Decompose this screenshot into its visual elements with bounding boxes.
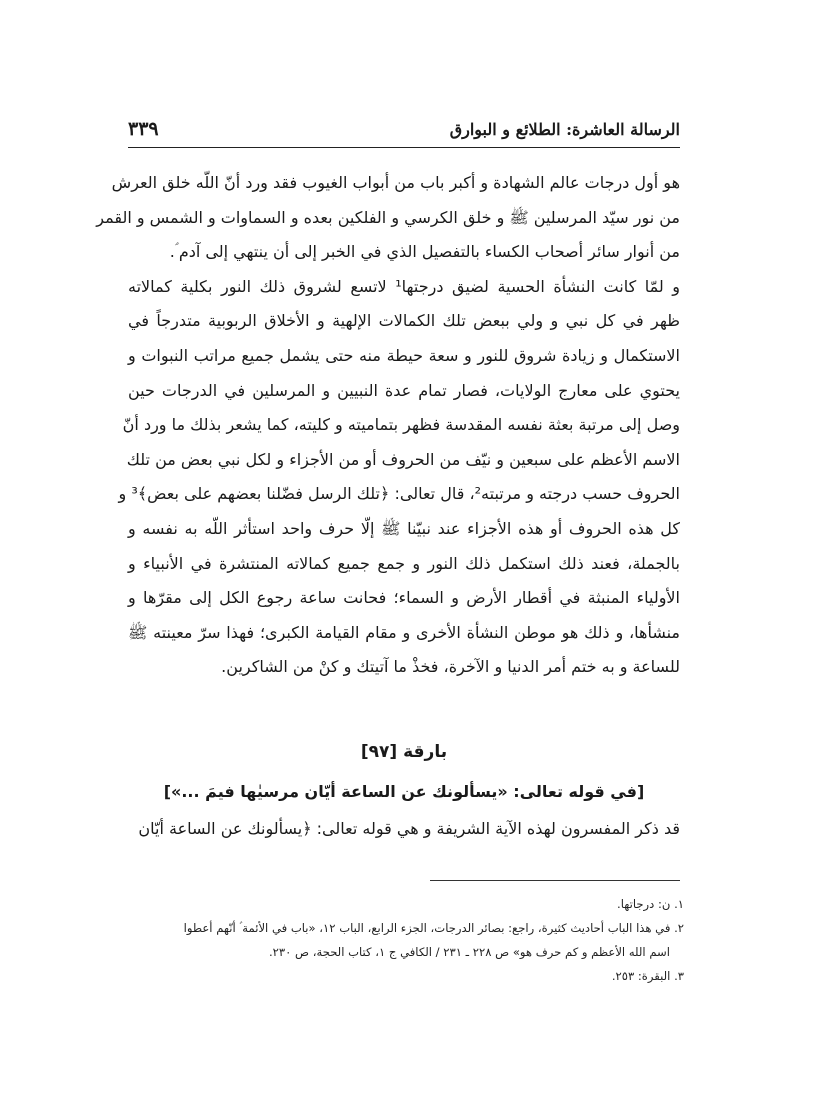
closing-line: قد ذكر المفسرون لهذه الآية الشريفة و هي قوله تعالى: ﴿يسألونك عن الساعة أيّان <box>138 819 680 838</box>
running-head: الرسالة العاشرة: الطلائع و البوارق <box>449 120 680 139</box>
section-subtitle: [في قوله تعالى: «يسألونك عن الساعة أيّان مرسيٰها فيمَ ...»] <box>163 782 645 801</box>
body-line: من أنوار سائر أصحاب الكساء بالتفصيل الذي في الخبر إلى أن ينتهي إلى آدم ؑ. <box>169 242 680 262</box>
body-line: يحتوي على معارج الولايات، فصار تمام عدة النبيين و المرسلين في الدرجات حين <box>128 380 680 400</box>
body-line: كل هذه الحروف أو هذه الأجزاء عند نبيّنا ﷺ إلّا حرف واحد استأثر اللّه به نفسه و <box>128 518 680 538</box>
footnote: ٢. في هذا الباب أحاديث كثيرة، راجع: بصائر الدرجات، الجزء الرابع، الباب ١٢، «باب في الأئمة ؑ أنّهم أعطوا <box>183 921 684 935</box>
page-header <box>128 118 680 146</box>
body-line: من نور سيّد المرسلين ﷺ و خلق الكرسي و الفلكين بعده و السماوات و الشمس و القمر <box>96 207 680 227</box>
footnote: ٣. البقرة: ٢٥٣. <box>611 969 684 983</box>
footnote: ١. ن: درجاتها. <box>617 897 684 911</box>
page-number: ٣٣٩ <box>128 118 159 140</box>
body-line: هو أول درجات عالم الشهادة و أكبر باب من أبواب الغيوب فقد ورد أنّ اللّه خلق العرش <box>111 173 680 192</box>
body-line: ظهر في كل نبي و ولي ببعض تلك الكمالات الإلهية و الأخلاق الربوبية متدرجاً في <box>128 311 680 331</box>
body-line: الاستكمال و زيادة شروق للنور و سعة حيطة منه حتى يشمل جميع مراتب النبوات و <box>128 345 680 365</box>
footnotes <box>128 892 684 988</box>
body-line: وصل إلى مرتبة بعثة نفسه المقدسة فظهر بتماميته و كليته، كما يشعر بذلك ما ورد أنّ <box>122 415 680 435</box>
body-line: للساعة و به ختم أمر الدنيا و الآخرة، فخذْ ما آتيتك و كنْ من الشاكرين. <box>221 657 680 677</box>
footnote-rule <box>430 880 680 881</box>
body-line: الأولياء المنبثة في أقطار الأرض و السماء؛ فحانت ساعة رجوع الكل إلى مقرّها و <box>128 588 680 608</box>
body-line: الحروف حسب درجته و مرتبته²، قال تعالى: ﴿تلك الرسل فضّلنا بعضهم على بعض﴾³ و <box>118 484 680 504</box>
body-line: بالجملة، فعند ذلك استكمل ذلك النور و جمع جميع كمالاته المنتشرة في الأنبياء و <box>128 553 680 573</box>
body-line: و لمّا كانت النشأة الحسية لضيق درجتها¹ لاتسع لشروق ذلك النور بكلية كمالاته <box>128 276 681 296</box>
body-line: منشأها، و ذلك هو موطن النشأة الأخرى و مقام القيامة الكبرى؛ فهذا سرّ معينته ﷺ <box>128 622 680 642</box>
header-rule <box>128 147 680 148</box>
body-line: الاسم الأعظم على سبعين و نيّف من الحروف أو من الأجزاء و لكل نبي بعض من تلك <box>126 449 680 469</box>
body-text <box>96 166 681 685</box>
section-title: بارقة [٩٧] <box>360 742 448 762</box>
footnote-continuation: اسم الله الأعظم و كم حرف هو» ص ٢٢٨ ـ ٢٣١ / الكافي ج ١، كتاب الحجة، ص ٢٣٠. <box>268 945 670 959</box>
